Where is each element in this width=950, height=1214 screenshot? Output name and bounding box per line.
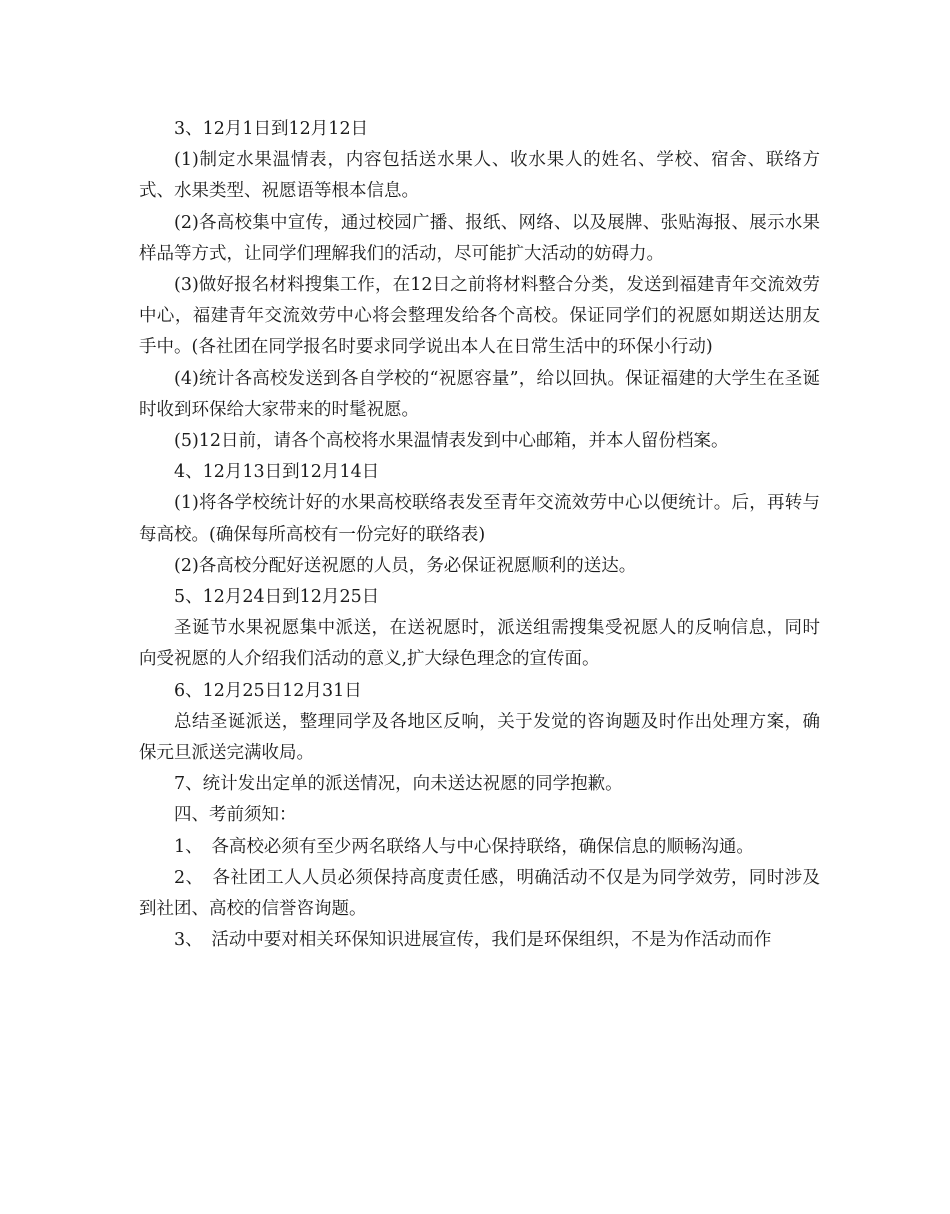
paragraph: 1、 各高校必须有至少两名联络人与中心保持联络，确保信息的顺畅沟通。 xyxy=(174,836,754,857)
paragraph: 7、统计发出定单的派送情况，向未送达祝愿的同学抱歉。 xyxy=(174,774,623,795)
paragraph: 4、12月13日到12月14日 xyxy=(174,462,380,483)
paragraph: (2)各高校集中宣传，通过校园广播、报纸、网络、以及展牌、张贴海报、展示水果样品等方式，让同学们理解我们的活动，尽可能扩大活动的妨碍力。 xyxy=(139,212,820,264)
paragraph: 5、12月24日到12月25日 xyxy=(174,587,380,608)
document-body xyxy=(139,114,820,956)
paragraph: (5)12日前，请各个高校将水果温情表发到中心邮箱，并本人留份档案。 xyxy=(174,431,729,452)
paragraph: 3、 活动中要对相关环保知识进展宣传，我们是环保组织，不是为作活动而作 xyxy=(174,930,772,951)
paragraph: (2)各高校分配好送祝愿的人员，务必保证祝愿顺利的送达。 xyxy=(174,555,637,576)
paragraph: 圣诞节水果祝愿集中派送，在送祝愿时，派送组需搜集受祝愿人的反响信息，同时向受祝愿的人介绍我们活动的意义,扩大绿色理念的宣传面。 xyxy=(139,618,820,670)
paragraph: 6、12月25日12月31日 xyxy=(174,680,362,701)
paragraph: 3、12月1日到12月12日 xyxy=(174,119,369,139)
paragraph: 四、考前须知： xyxy=(174,805,297,826)
paragraph: (1)将各学校统计好的水果高校联络表发至青年交流效劳中心以便统计。后，再转与每高校。(确保每所高校有一份完好的联络表) xyxy=(139,493,820,545)
paragraph: 2、 各社团工人人员必须保持高度责任感，明确活动不仅是为同学效劳，同时涉及到社团、高校的信誉咨询题。 xyxy=(139,867,820,920)
paragraph: (3)做好报名材料搜集工作，在12日之前将材料整合分类，发送到福建青年交流效劳中心，福建青年交流效劳中心将会整理发给各个高校。保证同学们的祝愿如期送达朋友手中。(各社团在同学报名时要求同学说出本人在日常生活中的环保小行动) xyxy=(139,275,820,358)
paragraph: (1)制定水果温情表，内容包括送水果人、收水果人的姓名、学校、宿舍、联络方式、水果类型、祝愿语等根本信息。 xyxy=(139,150,820,202)
paragraph: (4)统计各高校发送到各自学校的“祝愿容量”，给以回执。保证福建的大学生在圣诞时收到环保给大家带来的时髦祝愿。 xyxy=(139,368,820,420)
paragraph: 总结圣诞派送，整理同学及各地区反响，关于发觉的咨询题及时作出处理方案，确保元旦派送完满收局。 xyxy=(139,711,820,764)
